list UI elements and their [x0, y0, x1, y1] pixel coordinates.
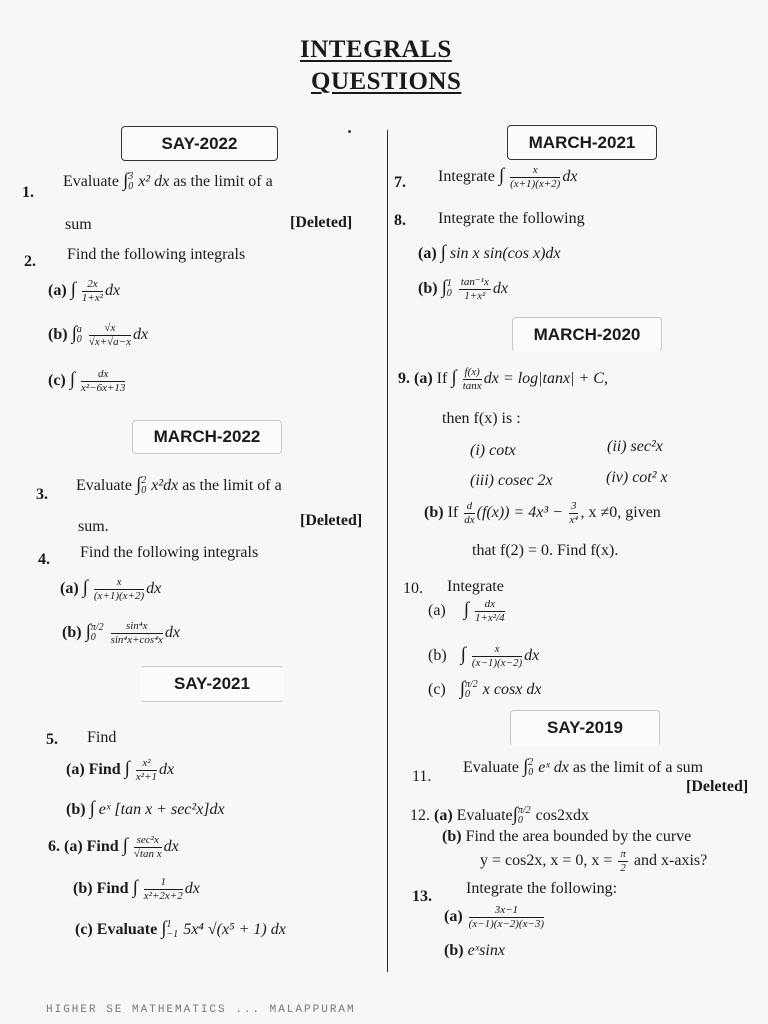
- q7-number: 7.: [394, 174, 406, 191]
- integral-sign: ∫: [124, 757, 130, 779]
- scan-speck: [348, 130, 351, 133]
- label-b: (b): [418, 279, 438, 297]
- q9-option-iv: (iv) cot² x: [606, 469, 668, 486]
- q3-deleted-tag: [Deleted]: [300, 512, 363, 529]
- q10b: (b) ∫ $\frac{x}{(x-1)(x-2)}$ dx: [428, 643, 540, 669]
- label-a: (a): [434, 807, 453, 824]
- label-b: (b): [428, 646, 447, 664]
- q3-integrand: x²dx: [151, 477, 179, 494]
- column-divider: [387, 130, 388, 972]
- q12b-equation: y = cos2x, x = 0, x =: [480, 851, 613, 869]
- evaluate-label: Evaluate: [96, 921, 158, 938]
- section-box-march-2020: MARCH-2020: [512, 317, 662, 352]
- label-a: (a): [48, 281, 67, 299]
- q12b: [442, 828, 691, 846]
- label-b: (b): [424, 503, 444, 521]
- integral-limits: 1 −1: [166, 919, 179, 941]
- q8b: (b) ∫ 1 0 $\frac{\text{tan⁻¹x}}{\text{1+x²}}$ dx: [418, 276, 508, 302]
- q6-number: 6.: [48, 837, 60, 855]
- integral-limits: 3 0: [128, 171, 134, 193]
- q12b-text: Find the area bounded by the curve: [465, 828, 692, 845]
- q9a: [398, 366, 608, 392]
- q9b-given: , x ≠0, given: [580, 503, 661, 521]
- fraction: $\frac{dx}{\text{1+x²/4}}$: [474, 598, 505, 624]
- integral-limits: π/2 0: [90, 622, 104, 644]
- find-label: Find: [88, 760, 121, 778]
- q3-label-b: as the limit of a: [182, 477, 282, 494]
- find-label: Find: [86, 837, 119, 855]
- integral-sign: ∫: [460, 643, 466, 665]
- q2a: (a) ∫ $\frac{2x}{\text{1+x²}}$ dx: [48, 278, 121, 304]
- q6c-integrand: 5x⁴ √(x⁵ + 1) dx: [183, 921, 286, 938]
- fraction: $\frac{x}{(x-1)(x-2)}$: [471, 643, 523, 669]
- q1-number: 1.: [22, 184, 34, 201]
- q3-label: Evaluate: [76, 477, 132, 494]
- label-c: (c): [75, 921, 93, 938]
- q6a: 6. (a) Find ∫ $\frac{\text{sec²x}}{\text{√tan x}}$ dx: [48, 834, 179, 860]
- q2c: [48, 368, 127, 394]
- q12b-tail: and x-axis?: [633, 851, 708, 869]
- integral-sign: ∫: [132, 876, 138, 898]
- q3-text: [76, 474, 282, 496]
- integral-sign: ∫: [71, 322, 77, 344]
- label-c: (c): [428, 681, 446, 698]
- integral-limits: 2 0: [528, 757, 534, 779]
- q9-option-iii: (iii) cosec 2x: [470, 472, 553, 489]
- if-label: If: [436, 369, 448, 387]
- integral-sign: ∫: [70, 278, 76, 300]
- fraction: $\frac{\text{sin⁴x}}{\text{sin⁴x+cos⁴x}}$: [110, 620, 163, 646]
- section-box-march-2021: MARCH-2021: [507, 125, 657, 160]
- q9a-expr: dx = log|tanx| + C,: [483, 369, 608, 387]
- q11-label-b: as the limit of a sum: [572, 759, 704, 776]
- q10a: [428, 598, 507, 624]
- q11-number: 11.: [412, 768, 432, 785]
- label-b: (b): [48, 325, 68, 343]
- q12-number: 12.: [410, 807, 430, 824]
- page-subtitle: QUESTIONS: [311, 68, 462, 95]
- q8-number: 8.: [394, 212, 406, 229]
- q1-integrand: x² dx: [138, 173, 170, 190]
- integral-limits: 2 0: [141, 475, 147, 497]
- label-a: (a): [414, 369, 433, 387]
- q1-label: Evaluate: [63, 173, 119, 190]
- label-b: (b): [442, 828, 462, 845]
- q6c: [75, 918, 286, 940]
- q7-text: Integrate ∫ $\frac{x}{(x+1)(x+2)}$ dx: [438, 164, 578, 190]
- label-b: (b): [66, 801, 86, 818]
- find-label: Find: [96, 879, 129, 897]
- fraction: $\frac{1}{\text{x²+2x+2}}$: [143, 876, 183, 902]
- q9-number: 9.: [398, 369, 410, 387]
- fraction: $\frac{x}{(x+1)(x+2)}$: [510, 164, 561, 190]
- label-a: (a): [444, 907, 463, 925]
- q3-number: 3.: [36, 486, 48, 503]
- fraction: $\frac{d}{dx}$: [464, 500, 475, 526]
- q5a: (a) Find ∫ $\frac{\text{x²}}{\text{x²+1}}$ dx: [66, 757, 175, 783]
- q4a: (a) ∫ $\frac{x}{(x+1)(x+2)}$ dx: [60, 576, 162, 602]
- integral-sign: ∫: [463, 598, 469, 620]
- q11-text: [463, 756, 703, 778]
- integral-limits: a 0: [76, 324, 82, 346]
- page-footer: HIGHER SE MATHEMATICS ... MALAPPURAM: [46, 1004, 356, 1016]
- if-label: If: [447, 503, 459, 521]
- q13b-expr: eˣsinx: [467, 942, 505, 959]
- q5-number: 5.: [46, 731, 58, 748]
- integral-sign: ∫: [85, 620, 91, 642]
- q4-text: Find the following integrals: [80, 544, 259, 561]
- q11-label: Evaluate: [463, 759, 519, 776]
- label-b: (b): [62, 623, 82, 641]
- q13-text: Integrate the following:: [466, 880, 618, 897]
- q7-label: Integrate: [438, 167, 495, 185]
- fraction: $\frac{\text{sec²x}}{\text{√tan x}}$: [133, 834, 162, 860]
- q11-deleted-tag: [Deleted]: [686, 778, 749, 795]
- q8-text: Integrate the following: [438, 210, 585, 227]
- section-box-say-2021: SAY-2021: [140, 666, 284, 702]
- q12a-expr: cos2xdx: [535, 807, 589, 824]
- q2-text: Find the following integrals: [67, 246, 246, 263]
- label-b: (b): [73, 879, 93, 897]
- q10-text: Integrate: [447, 578, 504, 595]
- q9-option-i: (i) cotx: [470, 442, 516, 459]
- integral-sign: ∫: [459, 678, 465, 699]
- section-box-say-2019: SAY-2019: [510, 710, 660, 746]
- integral-sign: ∫: [122, 834, 128, 856]
- label-c: (c): [48, 371, 66, 389]
- integral-sign: ∫: [498, 164, 505, 186]
- q12b-line2: [480, 848, 707, 874]
- q11-integrand: eˣ dx: [538, 759, 569, 776]
- q1-sum: sum: [65, 216, 92, 233]
- q10-number: 10.: [403, 580, 423, 597]
- q6b: (b) Find ∫ $\frac{1}{\text{x²+2x+2}}$ dx: [73, 876, 200, 902]
- q2b: (b) ∫ a 0 $\frac{√x}{√x+√a-x}$ dx: [48, 322, 149, 348]
- q5b: [66, 798, 225, 820]
- q5b-integrand: eˣ [tan x + sec²x]dx: [98, 801, 225, 818]
- integral-limits: π/2 0: [517, 805, 531, 827]
- q2-number: 2.: [24, 253, 36, 270]
- q8a-integrand: sin x sin(cos x)dx: [449, 245, 561, 262]
- integral-sign: ∫: [122, 170, 129, 191]
- q9-then: then f(x) is :: [442, 410, 521, 427]
- label-a: (a): [428, 601, 446, 619]
- fraction: $\frac{x}{(x+1)(x+2)}$: [93, 576, 145, 602]
- q13-number: 13.: [412, 888, 432, 905]
- q10c: [428, 678, 541, 700]
- integral-sign: ∫: [89, 798, 95, 819]
- integral-sign: ∫: [512, 804, 518, 825]
- integral-sign: ∫: [440, 242, 446, 263]
- section-box-say-2022: SAY-2022: [121, 126, 278, 161]
- fraction: $\frac{f(x)}{\tan x}$: [462, 366, 482, 392]
- q4-number: 4.: [38, 551, 50, 568]
- q9b-that: that f(2) = 0. Find f(x).: [472, 542, 619, 559]
- q1-label-b: as the limit of a: [173, 173, 273, 190]
- integral-sign: ∫: [441, 276, 447, 298]
- q9b: [424, 500, 661, 526]
- label-b: (b): [444, 942, 464, 959]
- q3-sum: sum.: [78, 518, 109, 535]
- integral-sign: ∫: [135, 474, 142, 495]
- fraction: $\frac{2x}{\text{1+x²}}$: [81, 278, 103, 304]
- section-box-march-2022: MARCH-2022: [132, 420, 282, 454]
- label-a: (a): [64, 837, 83, 855]
- integral-sign: ∫: [522, 756, 529, 777]
- fraction: $\frac{√x}{√x+√a-x}$: [88, 322, 131, 348]
- q12a: [410, 804, 589, 826]
- label-a: (a): [66, 760, 85, 778]
- label-a: (a): [418, 245, 437, 262]
- q9b-expr: (f(x)) = 4x³ −: [476, 503, 563, 521]
- q13a: [444, 904, 546, 930]
- q13b: [444, 942, 505, 960]
- fraction: $\frac{\text{tan⁻¹x}}{\text{1+x²}}$: [460, 276, 489, 302]
- fraction: $\frac{3x-1}{(x-1)(x-2)(x-3)}$: [468, 904, 545, 930]
- q5-text: Find: [87, 729, 117, 746]
- page-title: INTEGRALS: [300, 36, 452, 63]
- integral-limits: π/2 0: [464, 679, 478, 701]
- fraction: $\frac{dx}{\text{x²−6x+13}}$: [80, 368, 126, 394]
- q1-deleted-tag: [Deleted]: [290, 214, 353, 231]
- q12a-label: Evaluate: [456, 807, 513, 824]
- integral-limits: 1 0: [446, 278, 452, 300]
- fraction: $\frac{3}{\text{x⁴}}$: [569, 500, 579, 526]
- integral-sign: ∫: [451, 366, 457, 388]
- label-a: (a): [60, 579, 79, 597]
- integral-sign: ∫: [82, 576, 88, 598]
- fraction: $\frac{\text{x²}}{\text{x²+1}}$: [135, 757, 157, 783]
- integral-sign: ∫: [69, 368, 75, 390]
- q1-text: [63, 170, 273, 192]
- q9-option-ii: (ii) sec²x: [607, 438, 663, 455]
- integral-sign: ∫: [161, 918, 167, 939]
- q10c-integrand: x cosx dx: [482, 681, 542, 698]
- q4b: (b) ∫ π/2 0 $\frac{\text{sin⁴x}}{\text{sin⁴x+cos⁴x}}$ dx: [62, 620, 181, 646]
- fraction: $\frac{\pi}{2}$: [620, 848, 626, 874]
- q8a: [418, 242, 561, 264]
